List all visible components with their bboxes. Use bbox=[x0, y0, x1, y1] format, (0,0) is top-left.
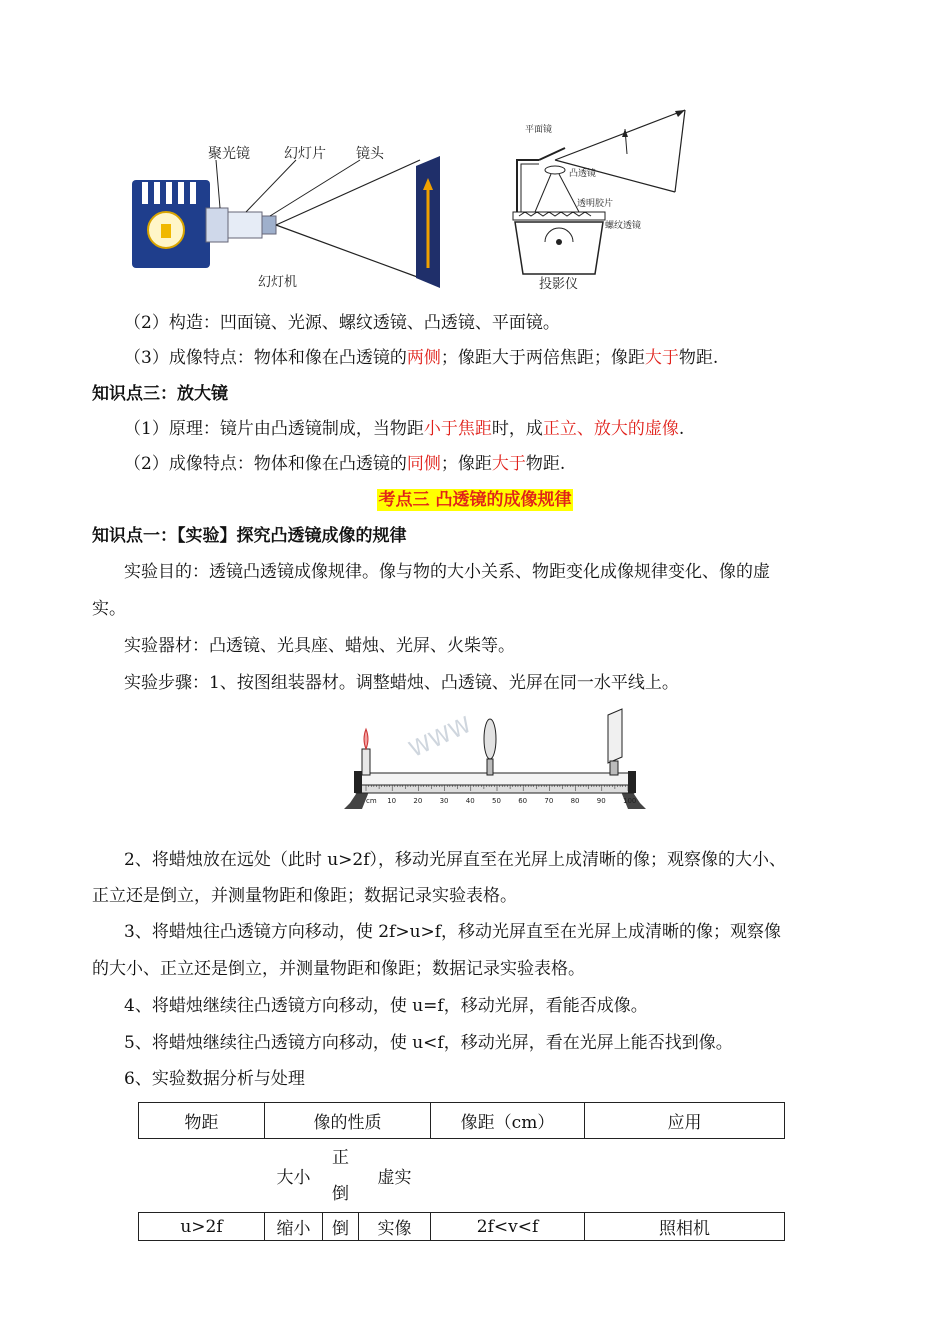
projector-structure: （2）构造：凹面镜、光源、螺纹透镜、凸透镜、平面镜。 bbox=[124, 313, 560, 333]
ruler-tick-label: 70 bbox=[544, 797, 554, 805]
table-header: 应用 bbox=[585, 1103, 785, 1139]
ruler-tick-label: 10 bbox=[387, 797, 397, 805]
label-lens: 镜头 bbox=[356, 146, 384, 162]
slide-holder bbox=[228, 212, 262, 238]
experiment-table bbox=[138, 1102, 785, 1241]
magnifier-heading: 知识点三：放大镜 bbox=[92, 384, 228, 404]
experiment-equipment: 实验器材：凸透镜、光具座、蜡烛、光屏、火柴等。 bbox=[124, 636, 515, 656]
objective-lens bbox=[262, 216, 276, 234]
convex-lens-mount bbox=[484, 719, 496, 759]
table-subheader-row bbox=[139, 1139, 785, 1213]
table-header: 像的性质 bbox=[265, 1103, 431, 1139]
table-header: 像距（cm） bbox=[431, 1103, 585, 1139]
ruler-tick-label: 30 bbox=[439, 797, 449, 805]
table-header-row bbox=[139, 1103, 785, 1139]
label-film: 透明胶片 bbox=[577, 199, 614, 209]
projector-feature: （3）成像特点：物体和像在凸透镜的两侧；像距大于两倍焦距；像距大于物距. bbox=[124, 348, 719, 368]
experiment-step-2a: 2、将蜡烛放在远处（此时 u>2f），移动光屏直至在光屏上成清晰的像；观察像的大小、 bbox=[124, 850, 787, 870]
condenser-lens bbox=[206, 208, 228, 242]
experiment-step-1: 实验步骤：1、按图组装器材。调整蜡烛、凸透镜、光屏在同一水平线上。 bbox=[124, 673, 679, 693]
slide-projector-figure bbox=[128, 138, 458, 293]
table-cell: 照相机 bbox=[585, 1213, 785, 1241]
projector-base bbox=[515, 222, 603, 274]
section-title: 考点三 凸透镜的成像规律 bbox=[378, 490, 572, 510]
label-convex-lens: 凸透镜 bbox=[569, 169, 597, 179]
caption-overhead-projector: 投影仪 bbox=[539, 277, 579, 292]
experiment-step-2b: 正立还是倒立，并测量物距和像距；数据记录实验表格。 bbox=[92, 886, 517, 906]
experiment-step-4: 4、将蜡烛继续往凸透镜方向移动，使 u=f，移动光屏，看能否成像。 bbox=[124, 996, 648, 1016]
ruler-tick-label: 20 bbox=[413, 797, 423, 805]
experiment-purpose-1: 实验目的：透镜凸透镜成像规律。像与物的大小关系、物距变化成像规律变化、像的虚 bbox=[124, 562, 770, 582]
section-title-wrap bbox=[0, 488, 950, 512]
bench-rail bbox=[356, 773, 634, 785]
caption-slide-projector: 幻灯机 bbox=[258, 275, 298, 290]
label-fresnel-lens: 螺纹透镜 bbox=[605, 221, 642, 231]
candle bbox=[362, 749, 370, 775]
table-subheader: 正 倒 bbox=[323, 1139, 359, 1213]
experiment-heading: 知识点一：【实验】探究凸透镜成像的规律 bbox=[92, 526, 407, 546]
magnifier-feature: （2）成像特点：物体和像在凸透镜的同侧；像距大于物距. bbox=[124, 454, 566, 474]
ruler-tick-label: 80 bbox=[570, 797, 580, 805]
table-cell: 实像 bbox=[359, 1213, 431, 1241]
ruler-tick-label: 90 bbox=[596, 797, 606, 805]
convex-lens bbox=[545, 166, 565, 174]
table-subheader: 大小 bbox=[265, 1139, 323, 1213]
light-screen bbox=[608, 709, 622, 763]
experiment-step-5: 5、将蜡烛继续往凸透镜方向移动，使 u<f，移动光屏，看在光屏上能否找到像。 bbox=[124, 1033, 733, 1053]
experiment-step-6: 6、实验数据分析与处理 bbox=[124, 1069, 305, 1089]
table-row bbox=[139, 1213, 785, 1241]
table-subheader: 虚实 bbox=[359, 1139, 431, 1213]
experiment-step-3a: 3、将蜡烛往凸透镜方向移动，使 2f>u>f，移动光屏直至在光屏上成清晰的像；观察像 bbox=[124, 922, 782, 942]
table-header: 物距 bbox=[139, 1103, 265, 1139]
table-cell: 缩小 bbox=[265, 1213, 323, 1241]
ruler-tick-label: 50 bbox=[492, 797, 501, 805]
ruler-tick-label: 100 bbox=[623, 797, 637, 805]
label-slide: 幻灯片 bbox=[284, 146, 326, 162]
experiment-purpose-2: 实。 bbox=[92, 599, 126, 619]
experiment-step-3b: 的大小、正立还是倒立，并测量物距和像距；数据记录实验表格。 bbox=[92, 959, 585, 979]
lamp-icon bbox=[556, 239, 562, 245]
label-plane-mirror: 平面镜 bbox=[525, 125, 553, 135]
label-condenser: 聚光镜 bbox=[208, 146, 250, 162]
table-cell: u>2f bbox=[139, 1213, 265, 1241]
bench-unit: cm bbox=[366, 797, 377, 805]
optical-bench-figure bbox=[340, 703, 652, 820]
candle-flame-icon bbox=[364, 729, 368, 749]
magnifier-principle: （1）原理：镜片由凸透镜制成，当物距小于焦距时，成正立、放大的虚像. bbox=[124, 419, 685, 439]
overhead-projector-figure bbox=[505, 102, 705, 292]
table-cell: 2f<v<f bbox=[431, 1213, 585, 1241]
ruler-tick-label: 60 bbox=[518, 797, 528, 805]
watermark: WWW bbox=[405, 712, 476, 763]
ruler-tick-label: 40 bbox=[465, 797, 475, 805]
table-cell: 倒 bbox=[323, 1213, 359, 1241]
